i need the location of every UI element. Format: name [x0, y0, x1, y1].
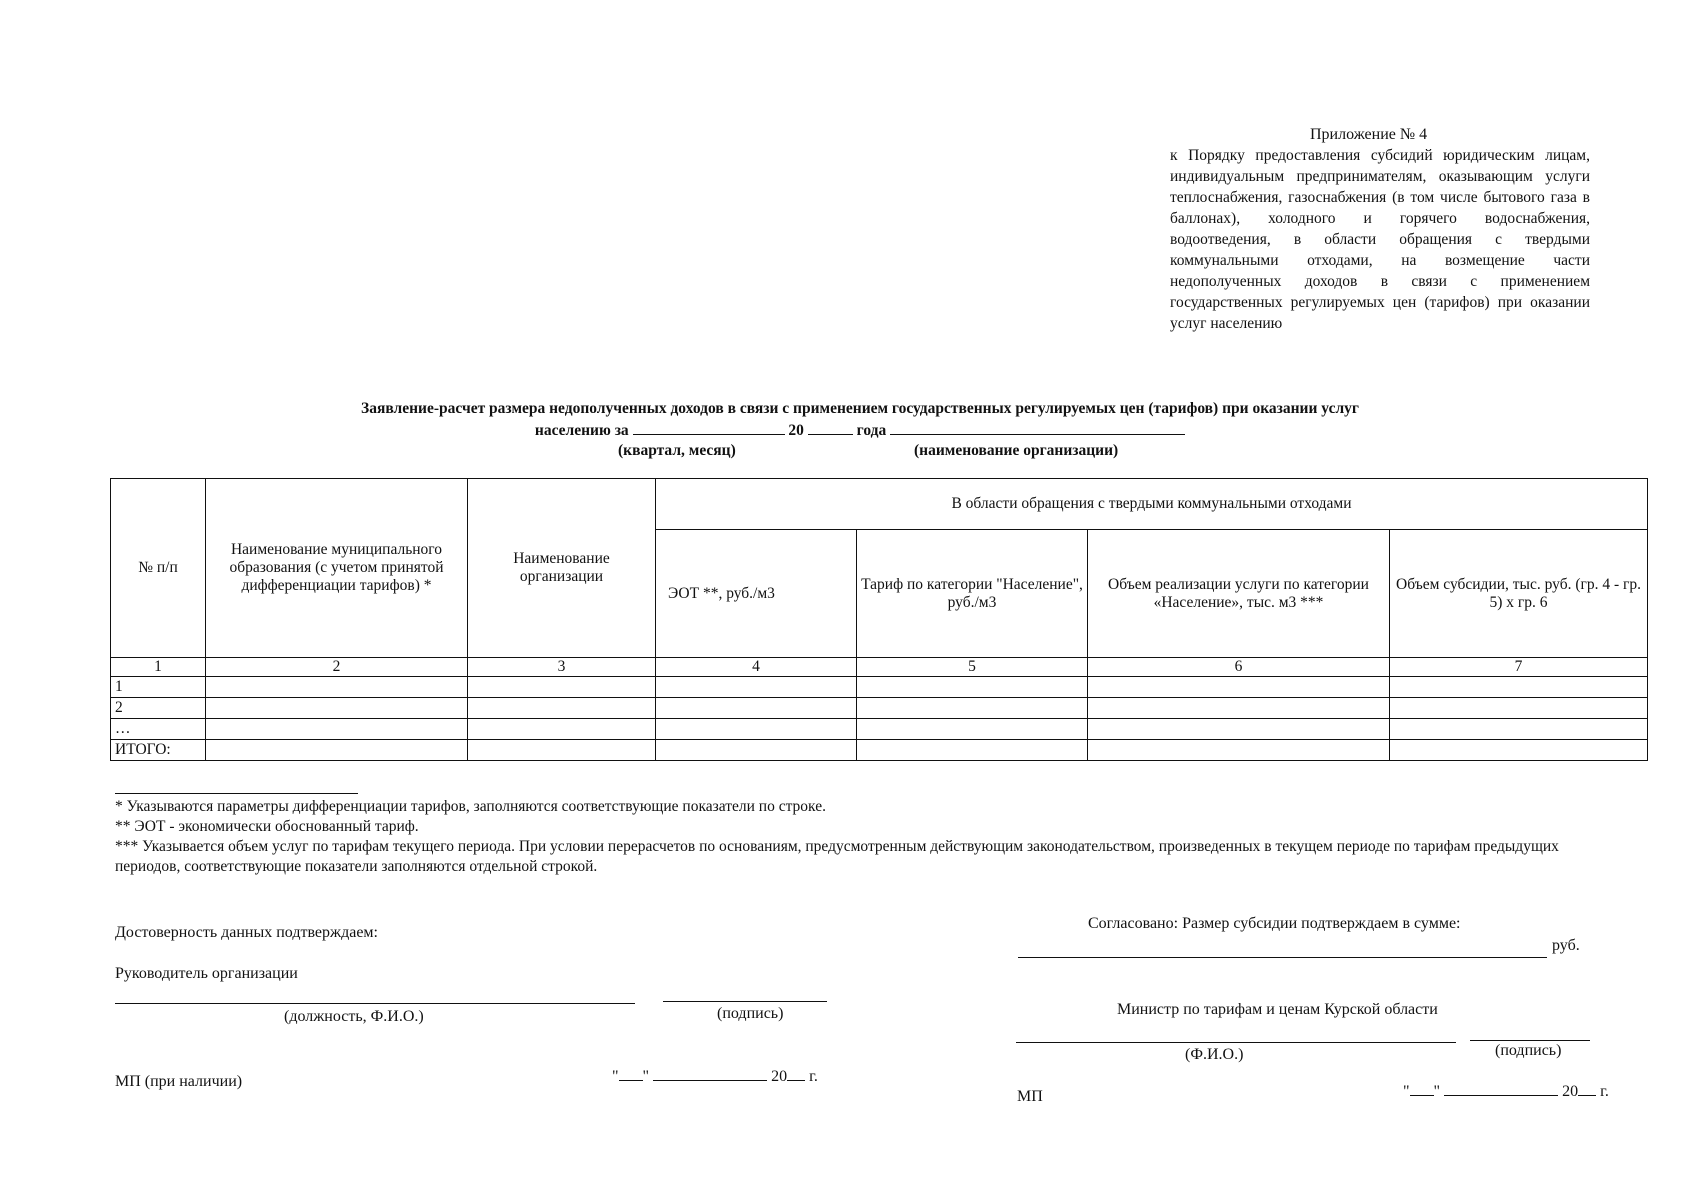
header-eot: ЭОТ **, руб./м3	[656, 530, 857, 658]
form-title-line1: Заявление-расчет размера недополученных доходов в связи с применением государственных регулируемых цен (тарифов) при оказании услуг	[361, 400, 1359, 417]
date-year-prefix: 20	[1562, 1083, 1579, 1100]
date-quote-open: "	[1403, 1083, 1410, 1100]
head-label: Руководитель организации	[115, 965, 298, 982]
column-number: 1	[111, 658, 206, 677]
form-title	[220, 398, 1500, 442]
header-volume: Объем реализации услуги по категории «Население», тыс. м3 ***	[1088, 530, 1390, 658]
organization-hint: (наименование организации)	[914, 442, 1119, 459]
column-number: 5	[857, 658, 1088, 677]
header-number: № п/п	[111, 479, 206, 658]
table-cell[interactable]	[857, 740, 1088, 761]
footnote-divider	[115, 793, 358, 794]
period-year-prefix: 20	[788, 422, 804, 439]
column-number: 3	[468, 658, 656, 677]
date-suffix: г.	[1600, 1083, 1609, 1100]
table-row-total	[111, 740, 1648, 761]
column-number: 4	[656, 658, 857, 677]
minister-label: Министр по тарифам и ценам Курской области	[1117, 1001, 1438, 1018]
row-number: 1	[111, 677, 206, 698]
table-cell[interactable]	[468, 740, 656, 761]
signature-line[interactable]	[663, 1001, 827, 1002]
table-cell[interactable]	[656, 698, 857, 719]
day-blank[interactable]	[619, 1066, 643, 1081]
appendix-title: Приложение № 4	[1310, 126, 1428, 143]
table-cell[interactable]	[1390, 740, 1648, 761]
table-cell[interactable]	[468, 719, 656, 740]
table-row	[111, 677, 1648, 698]
table-cell[interactable]	[206, 698, 468, 719]
footnotes	[115, 797, 1585, 877]
table-cell[interactable]	[857, 698, 1088, 719]
day-blank[interactable]	[1410, 1081, 1434, 1096]
footnote: *** Указывается объем услуг по тарифам текущего периода. При условии перерасчетов по основаниям, предусмотренным действующим законодательством, произведенных в текущем периоде по тарифам предыдущих периодов, соответствующие показатели заполняются отдельной строкой.	[115, 838, 1559, 875]
position-name-line[interactable]	[115, 1003, 635, 1004]
table-row	[111, 698, 1648, 719]
stamp-label: МП (при наличии)	[115, 1073, 243, 1090]
form-title-line2	[220, 420, 1500, 442]
footnote: * Указываются параметры дифференциации тарифов, заполняются соответствующие показатели по строке.	[115, 798, 826, 815]
table-cell[interactable]	[656, 740, 857, 761]
minister-date-field	[1403, 1081, 1609, 1101]
month-blank[interactable]	[653, 1066, 767, 1081]
table-cell[interactable]	[206, 677, 468, 698]
column-numbers-row	[111, 658, 1648, 677]
minister-signature-hint: (подпись)	[1495, 1042, 1562, 1059]
footnote: ** ЭОТ - экономически обоснованный тариф.	[115, 818, 419, 835]
table-cell[interactable]	[1390, 719, 1648, 740]
table-cell[interactable]	[857, 719, 1088, 740]
agreed-label: Согласовано: Размер субсидии подтверждаем в сумме:	[1088, 915, 1461, 932]
table-cell[interactable]	[468, 698, 656, 719]
table-cell[interactable]	[1088, 698, 1390, 719]
currency-label: руб.	[1552, 937, 1580, 954]
minister-signature-line[interactable]	[1470, 1040, 1590, 1041]
table-cell[interactable]	[1390, 677, 1648, 698]
minister-name-line[interactable]	[1016, 1042, 1456, 1043]
header-tariff: Тариф по категории "Население", руб./м3	[857, 530, 1088, 658]
confirm-label: Достоверность данных подтверждаем:	[115, 924, 378, 941]
period-prefix: населению за	[534, 422, 629, 439]
year-blank[interactable]	[787, 1066, 805, 1081]
header-subsidy: Объем субсидии, тыс. руб. (гр. 4 - гр. 5) х гр. 6	[1390, 530, 1648, 658]
minister-stamp-label: МП	[1017, 1088, 1043, 1105]
table-row	[111, 719, 1648, 740]
month-blank[interactable]	[1444, 1081, 1558, 1096]
table-cell[interactable]	[468, 677, 656, 698]
organization-blank[interactable]	[890, 420, 1185, 435]
table-cell[interactable]	[206, 740, 468, 761]
period-hint: (квартал, месяц)	[618, 442, 736, 459]
signature-hint: (подпись)	[717, 1005, 784, 1022]
year-blank[interactable]	[1578, 1081, 1596, 1096]
date-quote-open: "	[612, 1068, 619, 1085]
year-blank[interactable]	[808, 420, 853, 435]
row-number: 2	[111, 698, 206, 719]
column-number: 6	[1088, 658, 1390, 677]
table-cell[interactable]	[656, 677, 857, 698]
table-cell[interactable]	[1390, 698, 1648, 719]
header-group-waste: В области обращения с твердыми коммунальными отходами	[656, 479, 1648, 530]
date-suffix: г.	[809, 1068, 818, 1085]
appendix-description: к Порядку предоставления субсидий юридическим лицам, индивидуальным предпринимателям, оказывающим услуги теплоснабжения, газоснабжения (в том числе бытового газа в баллонах), холодного и горячего водоснабжения, водоотведения, в области обращения с твердыми коммунальными отходами, на возмещение части недополученных доходов в связи с применением государственных регулируемых цен (тарифов) при оказании услуг населению	[1170, 147, 1590, 332]
header-municipality: Наименование муниципального образования (с учетом принятой дифференциации тарифов) *	[206, 479, 468, 658]
total-label: ИТОГО:	[111, 740, 206, 761]
date-quote-close: "	[642, 1068, 650, 1085]
subsidy-amount-line[interactable]	[1018, 957, 1547, 958]
subsidy-table	[110, 478, 1648, 761]
table-cell[interactable]	[1088, 677, 1390, 698]
row-number: …	[111, 719, 206, 740]
table-cell[interactable]	[206, 719, 468, 740]
date-field	[612, 1066, 818, 1086]
date-year-prefix: 20	[771, 1068, 788, 1085]
column-number: 2	[206, 658, 468, 677]
table-cell[interactable]	[1088, 719, 1390, 740]
position-hint: (должность, Ф.И.О.)	[284, 1008, 424, 1025]
table-cell[interactable]	[656, 719, 857, 740]
table-cell[interactable]	[1088, 740, 1390, 761]
column-number: 7	[1390, 658, 1648, 677]
period-suffix: года	[856, 422, 887, 439]
date-quote-close: "	[1433, 1083, 1441, 1100]
minister-name-hint: (Ф.И.О.)	[1185, 1046, 1244, 1063]
table-cell[interactable]	[857, 677, 1088, 698]
period-blank[interactable]	[633, 420, 785, 435]
header-organization: Наименование организации	[468, 479, 656, 658]
